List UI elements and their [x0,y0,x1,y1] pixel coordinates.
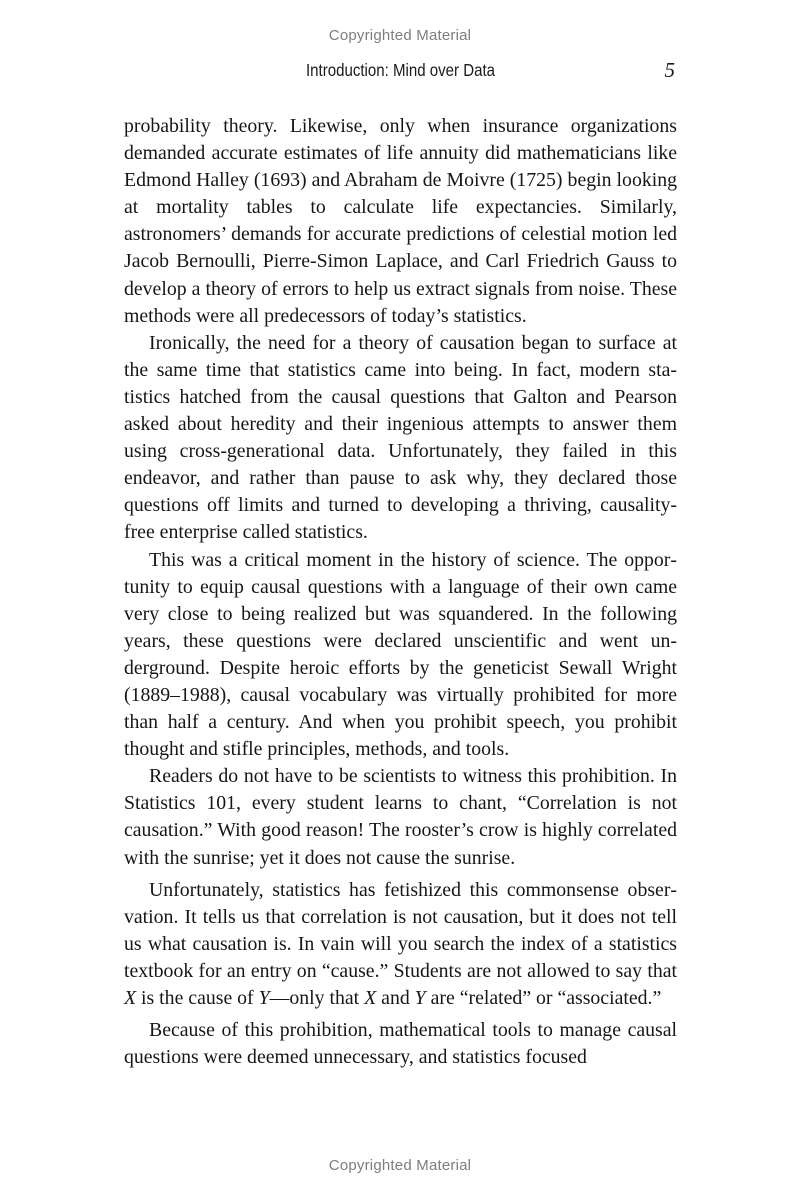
paragraph-6: Because of this prohibition, mathematical tools to manage causal questions were deemed unnecessary, and statistics focused [124,1019,677,1069]
paragraph-5 [124,877,677,1012]
paragraph-5-text-mid-2: —only that [269,987,365,1009]
body-text [124,113,677,1071]
paragraph-4: Readers do not have to be scientists to witness this prohibition. In Statistics 101, every student learns to chant, “Correlation is not causation.” With good reason! The rooster’s crow is highly correlated with the sunrise; yet it does not cause the sunrise. [124,765,677,869]
copyright-watermark-top: Copyrighted Material [328,27,472,44]
paragraph-3: This was a critical moment in the history of science. The opportunity to equip causal questions with a language of their own came very close to being realized but was squandered. In the following years, these questions were declared unscientific and went underground. Despite heroic efforts by the geneticist Sewall Wright (1889–1988), causal vocabulary was virtually prohibited for more than half a century. And when you prohibit speech, you prohibit thought and stifle principles, methods, and tools. [124,548,677,761]
variable-x: X [124,987,137,1009]
page-number: 5 [664,58,675,82]
variable-y: Y [258,987,270,1009]
paragraph-5-text-mid-3: and [376,987,415,1009]
paragraph-5-text-after: are “related” or “associated.” [425,987,662,1009]
running-title: Introduction: Mind over Data [305,60,496,80]
copyright-watermark-bottom: Copyrighted Material [328,1157,472,1174]
paragraph-1: probability theory. Likewise, only when insurance organizations demanded accurate estimates of life annuity did mathematicians like Edmond Halley (1693) and Abraham de Moivre (1725) begin looking at mortality tables to calculate life expectancies. Similarly, astronomers’ demands for accurate predictions of celestial motion led Jacob Bernoulli, Pierre-Simon Laplace, and Carl Friedrich Gauss to develop a theory of errors to help us extract signals from noise. These methods were all predecessors of today’s statistics. [124,115,677,327]
running-header [124,60,677,86]
variable-y: Y [414,987,426,1009]
paragraph-2: Ironically, the need for a theory of causation began to surface at the same time that statistics came into being. In fact, modern statistics hatched from the causal questions that Galton and Pearson asked about heredity and their ingenious attempts to answer them using cross-generational data. Unfortunately, they failed in this endeavor, and rather than pause to ask why, they declared those questions off limits and turned to developing a thriving, causality-free enterprise called statistics. [124,331,677,544]
paragraph-5-text-before: Unfortunately, statistics has fetishized this commonsense observation. It tells us that correlation is not causation, but it does not tell us what causation is. In vain will you search the index of a statistics textbook for an entry on “cause.” Students are not allowed to say that [124,878,677,982]
paragraph-5-text-mid-1: is the cause of [136,987,259,1009]
variable-x: X [364,987,377,1009]
